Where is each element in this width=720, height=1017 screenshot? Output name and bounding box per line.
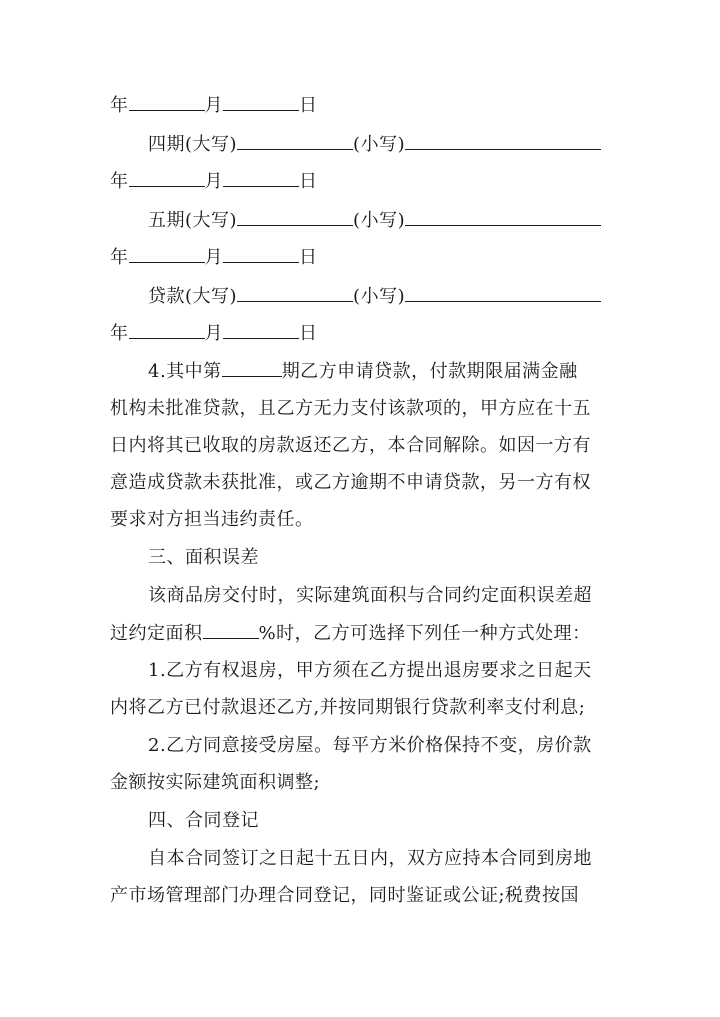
- clause4-line: 日内将其已收取的房款返还乙方，本合同解除。如因一方有: [110, 435, 591, 456]
- paragraph-line: [110, 620, 620, 646]
- lower-amount-blank: [405, 207, 601, 226]
- month-blank: [223, 92, 299, 111]
- lower-amount-label: (小写): [353, 286, 406, 307]
- paragraph-prefix: 过约定面积: [110, 623, 203, 644]
- percent-blank: [203, 620, 259, 639]
- lower-amount-blank: [405, 283, 601, 302]
- installment-name: 贷款: [148, 286, 185, 307]
- month-blank: [223, 244, 299, 263]
- day-label: 日: [299, 247, 318, 268]
- upper-amount-label: (大写): [185, 134, 238, 155]
- year-label: 年: [110, 95, 129, 116]
- year-blank: [129, 92, 205, 111]
- clause4-suffix: 期乙方申请贷款，付款期限届满金融: [281, 361, 578, 382]
- day-label: 日: [299, 171, 318, 192]
- paragraph-line: 自本合同签订之日起十五日内，双方应持本合同到房地: [148, 848, 592, 869]
- list-item-line: 内将乙方已付款退还乙方,并按同期银行贷款利率支付利息;: [110, 697, 586, 718]
- clause4-line: 机构未批准贷款，且乙方无力支付该款项的，甲方应在十五: [110, 398, 591, 419]
- day-label: 日: [299, 95, 318, 116]
- date-line: [110, 244, 620, 270]
- list-item-line: 1.乙方有权退房，甲方须在乙方提出退房要求之日起天: [148, 660, 592, 681]
- paragraph-suffix: %时，乙方可选择下列任一种方式处理：: [258, 623, 591, 644]
- clause4-line: 要求对方担当违约责任。: [110, 509, 314, 530]
- lower-amount-blank: [405, 131, 601, 150]
- month-blank: [223, 320, 299, 339]
- year-blank: [129, 320, 205, 339]
- paragraph-line: 该商品房交付时，实际建筑面积与合同约定面积误差超: [148, 585, 592, 606]
- clause4-line: 意造成贷款未获批准，或乙方逾期不申请贷款，另一方有权: [110, 472, 591, 493]
- installment-name: 五期: [148, 210, 185, 231]
- month-label: 月: [204, 171, 223, 192]
- installment-line: [148, 207, 620, 233]
- lower-amount-label: (小写): [353, 134, 406, 155]
- date-line: [110, 168, 620, 194]
- upper-amount-label: (大写): [185, 210, 238, 231]
- list-item-line: 2.乙方同意接受房屋。每平方米价格保持不变，房价款: [148, 735, 592, 756]
- clause4-prefix: 4.其中第: [148, 361, 222, 382]
- upper-amount-blank: [237, 207, 353, 226]
- period-blank: [222, 358, 282, 377]
- month-label: 月: [204, 95, 223, 116]
- day-label: 日: [299, 323, 318, 344]
- list-item-line: 金额按实际建筑面积调整;: [110, 772, 321, 793]
- date-line: [110, 320, 620, 346]
- year-label: 年: [110, 323, 129, 344]
- installment-line: [148, 131, 620, 157]
- year-label: 年: [110, 171, 129, 192]
- upper-amount-label: (大写): [185, 286, 238, 307]
- section-heading: 三、面积误差: [148, 547, 259, 568]
- year-blank: [129, 168, 205, 187]
- clause4-line: [148, 358, 620, 384]
- lower-amount-label: (小写): [353, 210, 406, 231]
- installment-line: [148, 283, 620, 309]
- section-heading: 四、合同登记: [148, 810, 259, 831]
- paragraph-line: 产市场管理部门办理合同登记，同时鉴证或公证;税费按国: [110, 885, 580, 906]
- month-blank: [223, 168, 299, 187]
- year-blank: [129, 244, 205, 263]
- installment-name: 四期: [148, 134, 185, 155]
- year-label: 年: [110, 247, 129, 268]
- month-label: 月: [204, 247, 223, 268]
- upper-amount-blank: [237, 283, 353, 302]
- upper-amount-blank: [237, 131, 353, 150]
- month-label: 月: [204, 323, 223, 344]
- date-line: [110, 92, 620, 118]
